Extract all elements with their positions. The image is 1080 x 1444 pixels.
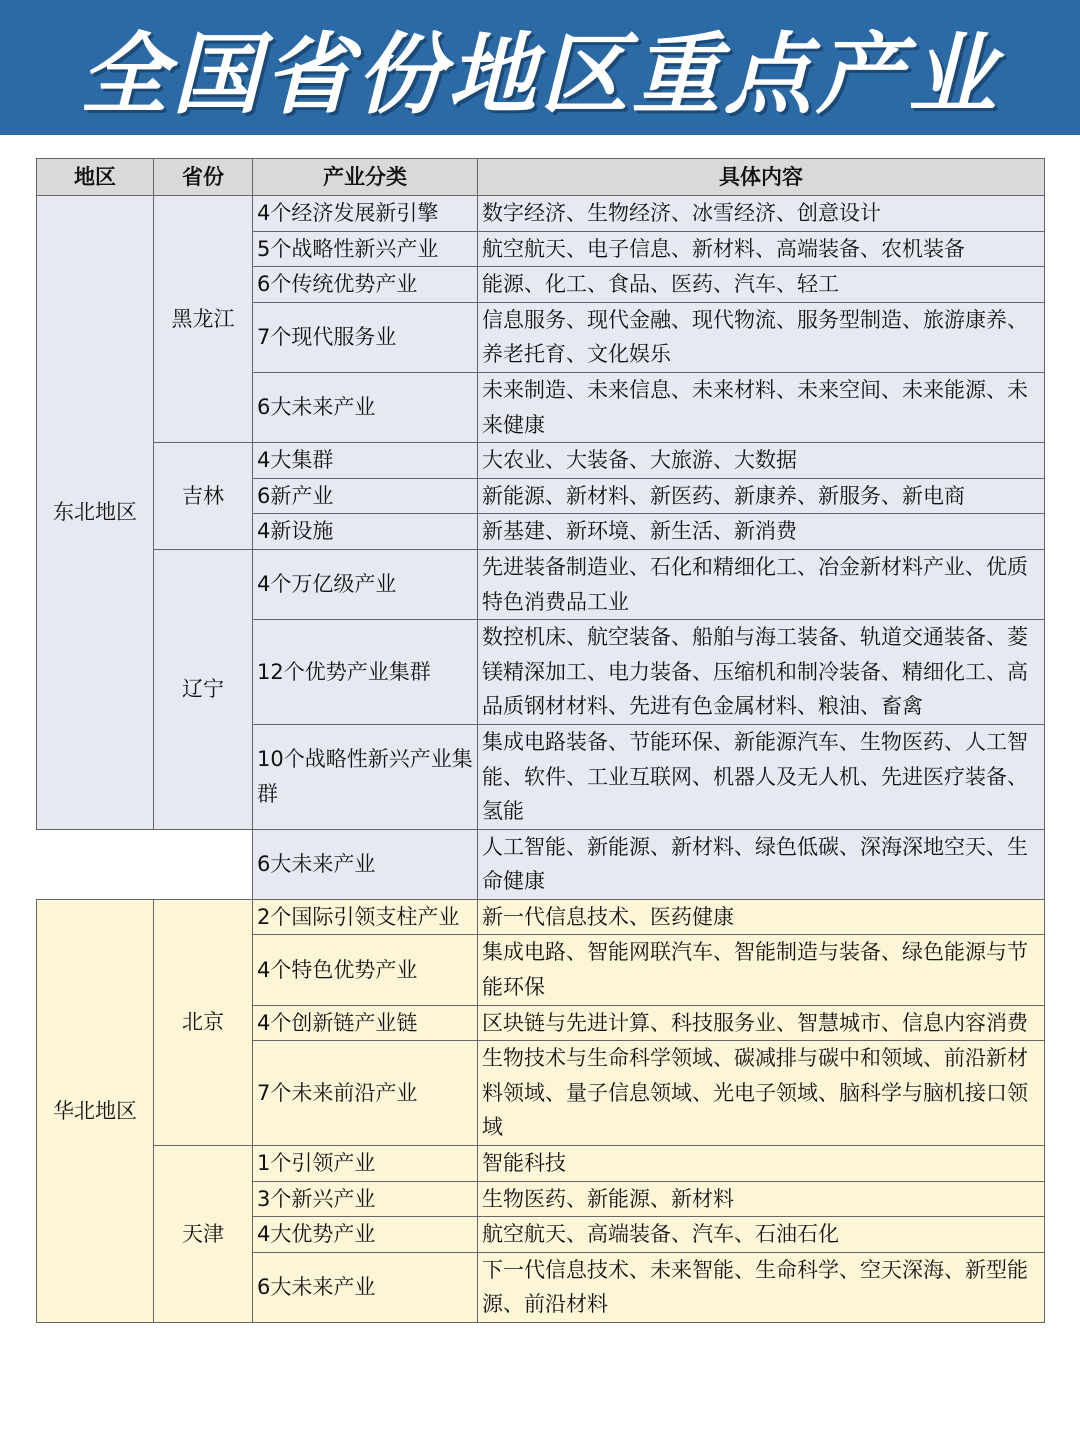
header-category: 产业分类 <box>253 159 478 196</box>
content-cell: 能源、化工、食品、医药、汽车、轻工 <box>478 267 1045 303</box>
category-cell: 6个传统优势产业 <box>253 267 478 303</box>
category-cell: 4大集群 <box>253 443 478 479</box>
region-cell: 东北地区 <box>37 196 154 830</box>
region-cell: 华北地区 <box>37 899 154 1322</box>
category-cell: 4大优势产业 <box>253 1217 478 1253</box>
category-cell: 4个万亿级产业 <box>253 549 478 619</box>
category-cell: 2个国际引领支柱产业 <box>253 899 478 935</box>
province-cell: 天津 <box>154 1146 253 1323</box>
industry-table <box>36 158 1045 1323</box>
province-cell: 北京 <box>154 899 253 1145</box>
category-cell: 6新产业 <box>253 478 478 514</box>
category-cell: 6大未来产业 <box>253 1252 478 1322</box>
category-cell: 6大未来产业 <box>253 829 478 899</box>
content-cell: 新能源、新材料、新医药、新康养、新服务、新电商 <box>478 478 1045 514</box>
category-cell: 1个引领产业 <box>253 1146 478 1182</box>
table-row <box>37 196 1045 232</box>
content-cell: 新一代信息技术、医药健康 <box>478 899 1045 935</box>
content-cell: 下一代信息技术、未来智能、生命科学、空天深海、新型能源、前沿材料 <box>478 1252 1045 1322</box>
content-cell: 集成电路装备、节能环保、新能源汽车、生物医药、人工智能、软件、工业互联网、机器人及无人机、先进医疗装备、氢能 <box>478 724 1045 829</box>
category-cell: 4个特色优势产业 <box>253 935 478 1005</box>
content-cell: 航空航天、电子信息、新材料、高端装备、农机装备 <box>478 231 1045 267</box>
content-cell: 生物医药、新能源、新材料 <box>478 1181 1045 1217</box>
content-cell: 人工智能、新能源、新材料、绿色低碳、深海深地空天、生命健康 <box>478 829 1045 899</box>
table-row <box>37 1146 1045 1182</box>
header-row <box>37 159 1045 196</box>
category-cell: 4新设施 <box>253 514 478 550</box>
province-cell: 黑龙江 <box>154 196 253 443</box>
category-cell: 7个未来前沿产业 <box>253 1041 478 1146</box>
header-province: 省份 <box>154 159 253 196</box>
category-cell: 6大未来产业 <box>253 372 478 442</box>
content-cell: 航空航天、高端装备、汽车、石油石化 <box>478 1217 1045 1253</box>
header-region: 地区 <box>37 159 154 196</box>
content-cell: 新基建、新环境、新生活、新消费 <box>478 514 1045 550</box>
category-cell: 4个创新链产业链 <box>253 1005 478 1041</box>
category-cell: 12个优势产业集群 <box>253 620 478 725</box>
page-title: 全国省份地区重点产业 <box>79 22 1000 126</box>
content-cell: 先进装备制造业、石化和精细化工、冶金新材料产业、优质特色消费品工业 <box>478 549 1045 619</box>
category-cell: 5个战略性新兴产业 <box>253 231 478 267</box>
table-row <box>37 443 1045 479</box>
title-banner <box>0 0 1080 135</box>
category-cell: 10个战略性新兴产业集群 <box>253 724 478 829</box>
content-cell: 集成电路、智能网联汽车、智能制造与装备、绿色能源与节能环保 <box>478 935 1045 1005</box>
content-cell: 生物技术与生命科学领域、碳减排与碳中和领域、前沿新材料领域、量子信息领域、光电子领域、脑科学与脑机接口领域 <box>478 1041 1045 1146</box>
content-cell: 智能科技 <box>478 1146 1045 1182</box>
content-cell: 区块链与先进计算、科技服务业、智慧城市、信息内容消费 <box>478 1005 1045 1041</box>
category-cell: 4个经济发展新引擎 <box>253 196 478 232</box>
content-cell: 数字经济、生物经济、冰雪经济、创意设计 <box>478 196 1045 232</box>
content-cell: 未来制造、未来信息、未来材料、未来空间、未来能源、未来健康 <box>478 372 1045 442</box>
header-content: 具体内容 <box>478 159 1045 196</box>
content-cell: 数控机床、航空装备、船舶与海工装备、轨道交通装备、菱镁精深加工、电力装备、压缩机和制冷装备、精细化工、高品质钢材材料、先进有色金属材料、粮油、畜禽 <box>478 620 1045 725</box>
category-cell: 3个新兴产业 <box>253 1181 478 1217</box>
province-cell: 辽宁 <box>154 549 253 829</box>
province-cell: 吉林 <box>154 443 253 550</box>
content-cell: 信息服务、现代金融、现代物流、服务型制造、旅游康养、养老托育、文化娱乐 <box>478 302 1045 372</box>
content-cell: 大农业、大装备、大旅游、大数据 <box>478 443 1045 479</box>
category-cell: 7个现代服务业 <box>253 302 478 372</box>
